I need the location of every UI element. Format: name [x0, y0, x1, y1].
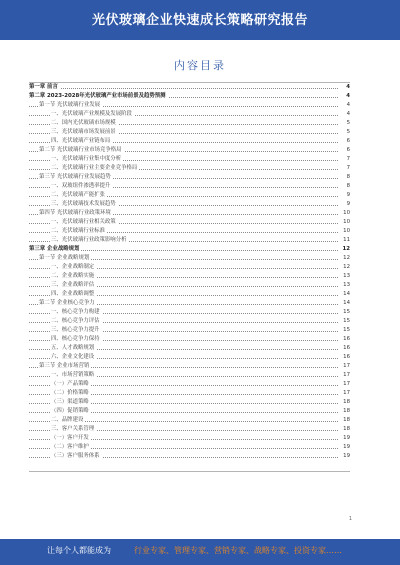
toc-entry-page: 5: [346, 120, 350, 126]
toc-entry-label: 一、光伏玻璃行业相关政策: [51, 219, 116, 225]
toc-entry[interactable]: [29, 245, 350, 254]
toc-entry-label: 五、人才战略规划: [51, 345, 95, 351]
toc-entry-label: （三）客户服务体系: [51, 453, 100, 459]
toc-entry[interactable]: [29, 254, 350, 263]
toc-entry[interactable]: [29, 173, 350, 182]
toc-entry-page: 19: [343, 453, 350, 459]
toc-entry-page: 9: [346, 201, 350, 207]
toc-entry-page: 17: [343, 390, 350, 396]
toc-entry-label: 三、光伏玻璃市场发展前景: [51, 129, 116, 135]
toc-entry-page: 6: [346, 147, 350, 153]
toc-entry-label: （三）渠道策略: [51, 399, 89, 405]
toc-entry-label: 六、企业文化建设: [51, 354, 95, 360]
toc-entry-label: （一）产品策略: [51, 381, 89, 387]
toc-entry-page: 16: [343, 354, 350, 360]
toc-entry[interactable]: [29, 398, 350, 407]
toc-entry-label: 三、核心竞争力提升: [51, 327, 100, 333]
toc-entry-page: 19: [343, 435, 350, 441]
toc-entry-page: 13: [343, 282, 350, 288]
toc-entry-page: 13: [343, 273, 350, 279]
toc-entry-label: 第二章 2023-2028年光伏玻璃产业市场前景及趋势预测: [29, 93, 166, 99]
toc-entry[interactable]: [29, 182, 350, 191]
toc-entry[interactable]: [29, 326, 350, 335]
toc-entry[interactable]: [29, 92, 350, 101]
toc-bottom-rule: [29, 471, 350, 472]
toc-entry[interactable]: [29, 299, 350, 308]
toc-entry[interactable]: [29, 389, 350, 398]
toc-entry-label: 第二节 光伏玻璃行业市场竞争格局: [39, 147, 122, 153]
toc-entry-page: 4: [346, 111, 350, 117]
toc-entry[interactable]: [29, 137, 350, 146]
toc-entry[interactable]: [29, 272, 350, 281]
toc-entry[interactable]: [29, 236, 350, 245]
toc-entry[interactable]: [29, 263, 350, 272]
toc-entry-page: 5: [346, 129, 350, 135]
toc-entry-page: 7: [346, 165, 350, 171]
toc-entry-label: 二、品牌建设: [51, 417, 84, 423]
toc-entry-page: 4: [346, 84, 350, 90]
toc-entry-label: （二）客户维护: [51, 444, 89, 450]
toc-entry-label: 二、企业战略实施: [51, 273, 95, 279]
toc-entry-page: 4: [346, 93, 350, 99]
toc-entry-page: 8: [346, 183, 350, 189]
toc-entry-page: 12: [342, 246, 350, 252]
toc-entry[interactable]: [29, 371, 350, 380]
toc-entry-label: 四、企业战略调整: [51, 291, 95, 297]
toc-entry-label: 一、市场营销策略: [51, 372, 95, 378]
toc-entry-label: 第一章 前言: [29, 84, 58, 90]
toc-entry-label: （四）促销策略: [51, 408, 89, 414]
toc-entry-page: 18: [343, 426, 350, 432]
toc-entry[interactable]: [29, 110, 350, 119]
toc-entry[interactable]: [29, 407, 350, 416]
toc-heading: 内容目录: [174, 59, 226, 72]
toc-entry-label: 第一节 光伏玻璃行业发展: [39, 102, 101, 108]
footer-slogan-roles: 行业专家、管理专家、营销专家、战略专家、投资专家……: [134, 546, 342, 555]
toc-entry[interactable]: [29, 290, 350, 299]
toc-entry-page: 15: [343, 318, 350, 324]
toc-entry-label: （二）价格策略: [51, 390, 89, 396]
toc-entry-page: 17: [343, 372, 350, 378]
toc-entry-label: 二、光伏玻璃产能扩张: [51, 192, 105, 198]
toc-entry-label: 二、国内光伏玻璃市场规模: [51, 120, 116, 126]
toc-entry[interactable]: [29, 317, 350, 326]
toc-entry[interactable]: [29, 119, 350, 128]
toc-entry-page: 10: [343, 228, 350, 234]
report-header-banner: [0, 0, 400, 40]
toc-entry[interactable]: [29, 155, 350, 164]
toc-entry-page: 7: [346, 156, 350, 162]
toc-entry-page: 9: [346, 192, 350, 198]
toc-entry-label: 二、光伏玻璃行业标准: [51, 228, 105, 234]
toc-entry[interactable]: [29, 83, 350, 92]
toc-entry[interactable]: [29, 425, 350, 434]
toc-entry-page: 10: [343, 210, 350, 216]
toc-entry[interactable]: [29, 101, 350, 110]
toc-entry[interactable]: [29, 353, 350, 362]
toc-entry[interactable]: [29, 335, 350, 344]
toc-entry-label: 四、核心竞争力保持: [51, 336, 100, 342]
toc-entry[interactable]: [29, 362, 350, 371]
toc-entry-label: 一、双玻组件渗透率提升: [51, 183, 111, 189]
toc-entry-page: 6: [346, 138, 350, 144]
toc-entry-label: 一、企业战略制定: [51, 264, 95, 270]
toc-entry-page: 16: [343, 345, 350, 351]
toc-entry-page: 12: [343, 264, 350, 270]
toc-entry-label: 第四节 光伏玻璃行业政策环境: [39, 210, 111, 216]
toc-entry-page: 18: [343, 417, 350, 423]
toc-entry-page: 4: [346, 102, 350, 108]
toc-entry-label: （一）客户开发: [51, 435, 89, 441]
toc-entry[interactable]: [29, 128, 350, 137]
toc-entry-page: 18: [343, 408, 350, 414]
toc-entry-label: 二、光伏玻璃行业主要企业竞争格局: [51, 165, 138, 171]
toc-entry-page: 11: [343, 237, 350, 243]
toc-entry-label: 一、光伏玻璃行业集中度分析: [51, 156, 122, 162]
toc-entry-label: 一、光伏玻璃产业规模及发展阶段: [51, 111, 132, 117]
footer-banner: [0, 539, 400, 565]
table-of-contents: [29, 83, 350, 461]
toc-entry-page: 16: [343, 336, 350, 342]
toc-entry-label: 三、企业战略评估: [51, 282, 95, 288]
toc-entry[interactable]: [29, 191, 350, 200]
toc-entry-label: 四、光伏玻璃产业链布局: [51, 138, 111, 144]
toc-entry[interactable]: [29, 164, 350, 173]
toc-entry-label: 第三节 企业市场营销: [39, 363, 90, 369]
toc-entry-page: 10: [343, 219, 350, 225]
toc-entry-label: 二、核心竞争力评估: [51, 318, 100, 324]
toc-entry-page: 17: [343, 363, 350, 369]
toc-entry[interactable]: [29, 380, 350, 389]
toc-entry-page: 8: [346, 174, 350, 180]
page-number: 1: [348, 516, 352, 522]
toc-entry[interactable]: [29, 281, 350, 290]
toc-entry[interactable]: [29, 452, 350, 461]
toc-entry[interactable]: [29, 227, 350, 236]
toc-entry-page: 14: [343, 300, 350, 306]
toc-entry-label: 三、光伏玻璃技术发展趋势: [51, 201, 116, 207]
toc-entry[interactable]: [29, 416, 350, 425]
toc-entry-label: 第二节 企业核心竞争力: [39, 300, 95, 306]
toc-leader-dots: [29, 88, 338, 89]
toc-entry-label: 一、核心竞争力构建: [51, 309, 100, 315]
toc-entry[interactable]: [29, 443, 350, 452]
toc-entry-page: 14: [343, 291, 350, 297]
toc-entry[interactable]: [29, 308, 350, 317]
report-title: 光伏玻璃企业快速成长策略研究报告: [91, 13, 308, 28]
toc-entry-label: 第一节 企业战略规划: [39, 255, 90, 261]
toc-entry[interactable]: [29, 200, 350, 209]
toc-entry[interactable]: [29, 344, 350, 353]
toc-entry[interactable]: [29, 209, 350, 218]
toc-entry-label: 三、客户关系管理: [51, 426, 95, 432]
footer-slogan-lead: 让每个人都能成为: [47, 546, 111, 555]
toc-entry-label: 三、光伏玻璃行业政策影响分析: [51, 237, 127, 243]
toc-entry-page: 19: [343, 444, 350, 450]
toc-entry-page: 12: [343, 255, 350, 261]
toc-entry-page: 15: [343, 327, 350, 333]
toc-entry-page: 15: [343, 309, 350, 315]
toc-entry-label: 第三节 光伏玻璃行业发展趋势: [39, 174, 111, 180]
toc-entry[interactable]: [29, 218, 350, 227]
toc-entry-page: 17: [343, 381, 350, 387]
toc-entry[interactable]: [29, 434, 350, 443]
toc-entry[interactable]: [29, 146, 350, 155]
toc-entry-label: 第三章 企业战略规划: [29, 246, 80, 252]
toc-entry-page: 18: [343, 399, 350, 405]
